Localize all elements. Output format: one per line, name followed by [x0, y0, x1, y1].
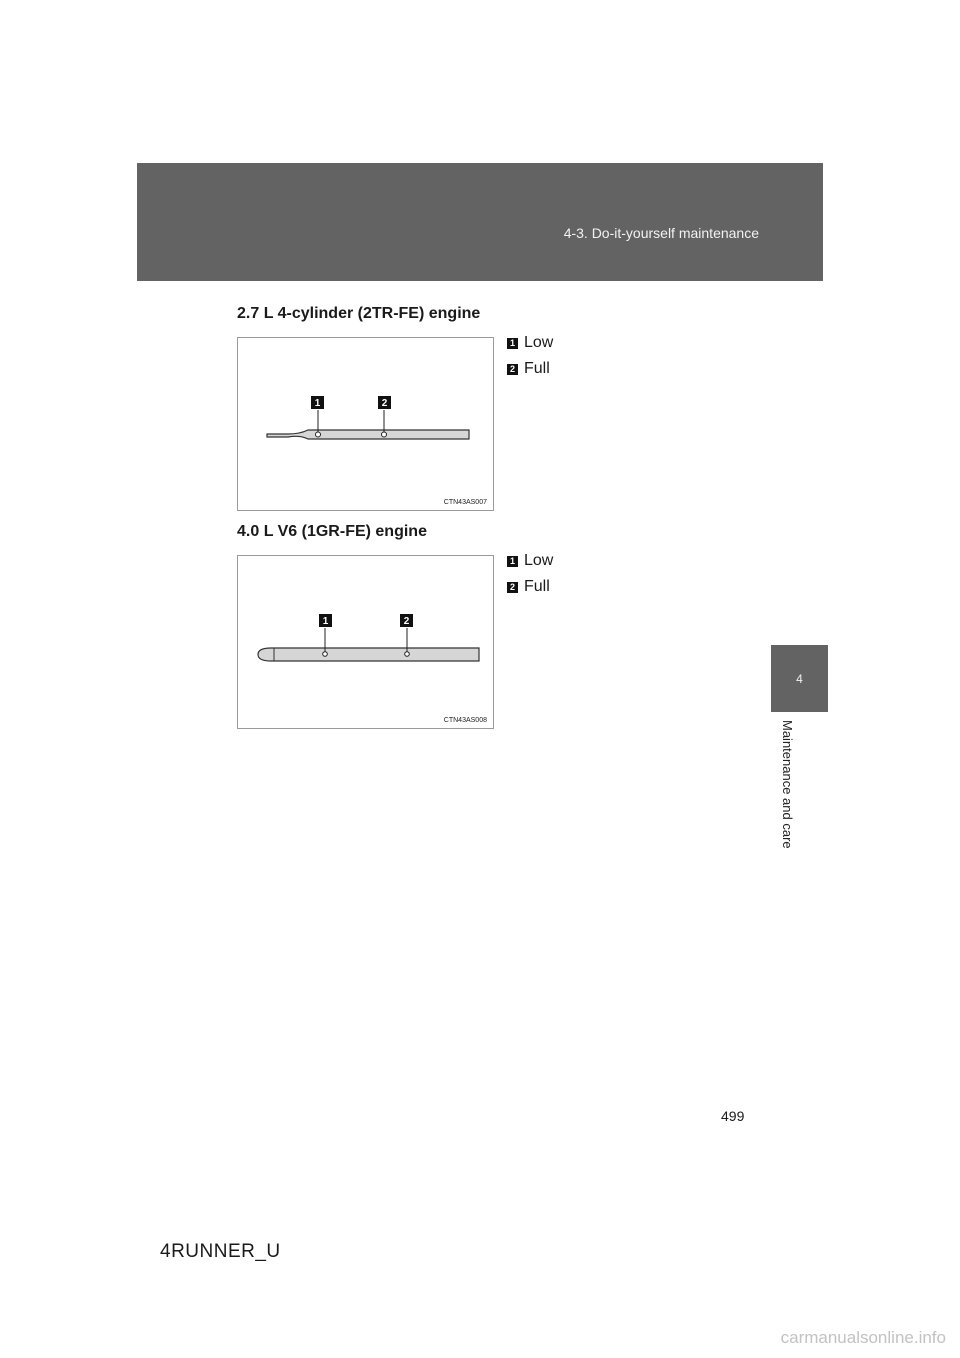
header-band [137, 163, 823, 281]
figure-code: CTN43AS007 [443, 499, 487, 506]
dipstick-body [258, 648, 479, 661]
chapter-label: Maintenance and care [780, 720, 795, 849]
legend-label: Full [524, 578, 550, 595]
low-badge-label: 1 [322, 616, 329, 627]
legend-label: Low [524, 334, 554, 351]
legend-badge: 1 [507, 556, 518, 567]
legend-badge: 1 [507, 338, 518, 349]
watermark: carmanualsonline.info [780, 1328, 946, 1347]
full-badge-label: 2 [403, 616, 410, 627]
engine-heading-2tr: 2.7 L 4-cylinder (2TR-FE) engine [237, 305, 481, 322]
low-mark-dot [323, 652, 328, 657]
legend-label: Full [524, 360, 550, 377]
legend-badge: 2 [507, 364, 518, 375]
full-mark-dot [405, 652, 410, 657]
dipstick-figure-2tr [237, 337, 494, 511]
engine-heading-1gr: 4.0 L V6 (1GR-FE) engine [237, 523, 427, 540]
legend-item-low-2tr [507, 334, 553, 352]
legend-item-full-1gr [507, 578, 550, 596]
model-code: 4RUNNER_U [160, 1241, 281, 1262]
section-title: 4-3. Do-it-yourself maintenance [563, 225, 759, 241]
dipstick-illustration-2tr [238, 338, 495, 512]
legend-item-low-1gr [507, 552, 553, 570]
dipstick-body [267, 430, 469, 439]
legend-badge: 2 [507, 582, 518, 593]
chapter-tab [771, 645, 828, 712]
low-badge-label: 1 [314, 398, 321, 409]
figure-code: CTN43AS008 [443, 717, 487, 724]
page-number: 499 [721, 1108, 745, 1124]
dipstick-illustration-1gr [238, 556, 495, 730]
full-mark-dot [382, 432, 387, 437]
full-badge-label: 2 [381, 398, 388, 409]
legend-item-full-2tr [507, 360, 550, 378]
dipstick-figure-1gr [237, 555, 494, 729]
low-mark-dot [316, 432, 321, 437]
legend-label: Low [524, 552, 554, 569]
chapter-number: 4 [796, 671, 803, 686]
